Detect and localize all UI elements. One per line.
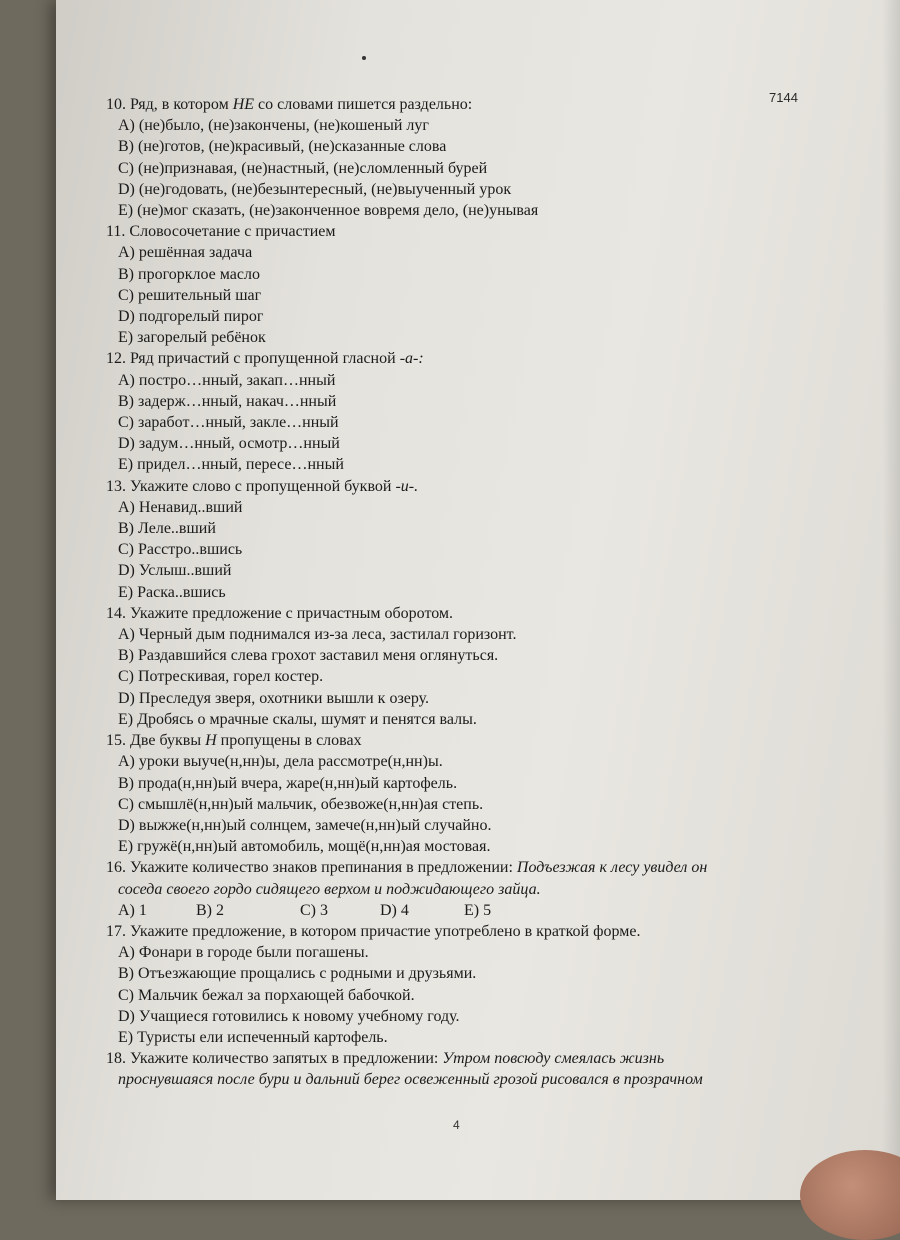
option-e: E) Дробясь о мрачные скалы, шумят и пенятся валы. [118, 710, 477, 728]
question-17 [106, 921, 806, 942]
question-text: Укажите слово с пропущенной буквой [130, 477, 396, 495]
option-a: A) уроки выуче(н,нн)ы, дела рассмотре(н,нн)ы. [118, 753, 443, 771]
question-text-end: пропущены в словах [216, 732, 362, 750]
option-c: C) заработ…нный, закле…нный [118, 414, 339, 432]
option-a: A) Ненавид..вший [118, 498, 243, 516]
question-number: 18. [106, 1050, 126, 1068]
question-italic: Утром повсюду смеялась жизнь [442, 1050, 665, 1068]
option-d: D) Учащиеся готовились к новому учебному году. [118, 1007, 460, 1025]
option-b: B) прогорклое масло [118, 265, 260, 283]
option-c: C) решительный шаг [118, 286, 262, 304]
option-b: B) (не)готов, (не)красивый, (не)сказанные слова [118, 138, 447, 156]
question-18 [106, 1048, 806, 1069]
question-text: Укажите предложение с причастным оборотом. [130, 604, 454, 622]
question-italic: -а-: [399, 350, 424, 368]
question-15 [106, 730, 806, 751]
option-e: E) придел…нный, пересе…нный [118, 456, 344, 474]
question-number: 14. [106, 604, 126, 622]
option-d: D) (не)годовать, (не)безынтересный, (не)выученный урок [118, 180, 512, 198]
option-b: B) Леле..вший [118, 520, 216, 538]
option-d: D) 4 [380, 901, 409, 919]
question-text: Укажите предложение, в котором причастие употреблено в краткой форме. [130, 922, 641, 940]
option-b: B) 2 [196, 901, 224, 919]
question-number: 11. [106, 223, 126, 241]
question-text-end: со словами пишется раздельно: [254, 96, 473, 113]
option-e: E) 5 [464, 901, 492, 919]
option-a: A) 1 [118, 901, 147, 919]
question-text: Укажите количество знаков препинания в предложении: [130, 859, 517, 877]
page-code: 7144 [769, 90, 798, 105]
question-italic: -и-. [395, 477, 419, 495]
question-13 [106, 476, 806, 497]
option-a: A) Черный дым поднимался из-за леса, застилал горизонт. [118, 626, 517, 644]
question-italic: НЕ [232, 96, 255, 113]
option-b: B) Отъезжающие прощались с родными и друзьями. [118, 965, 477, 983]
option-e: E) гружё(н,нн)ый автомобиль, мощё(н,нн)ая мостовая. [118, 838, 491, 856]
inline-options [118, 900, 806, 921]
option-e: E) Туристы ели испеченный картофель. [118, 1028, 388, 1046]
ink-dot [362, 56, 366, 60]
question-14 [106, 603, 806, 624]
question-italic: Н [205, 732, 217, 750]
option-d: D) Услыш..вший [118, 562, 232, 580]
question-text: Ряд причастий с пропущенной гласной [130, 350, 400, 368]
question-16 [106, 857, 806, 878]
question-number: 15. [106, 732, 126, 750]
option-b: B) задерж…нный, накач…нный [118, 392, 337, 410]
option-b: B) Раздавшийся слева грохот заставил меня оглянуться. [118, 647, 499, 665]
question-continuation: проснувшаяся после бури и дальний берег освеженный грозой рисовался в прозрачном [118, 1071, 703, 1089]
question-12 [106, 348, 806, 369]
option-e: E) (не)мог сказать, (не)законченное вовремя дело, (не)унывая [118, 202, 539, 220]
option-e: E) загорелый ребёнок [118, 329, 266, 347]
question-11 [106, 221, 806, 242]
option-a: A) постро…нный, закап…нный [118, 371, 336, 389]
option-c: C) Потрескивая, горел костер. [118, 668, 324, 686]
question-10 [106, 94, 806, 115]
option-a: A) Фонари в городе были погашены. [118, 944, 369, 962]
option-d: D) подгорелый пирог [118, 308, 264, 326]
question-text: Две буквы [130, 732, 206, 750]
question-number: 10. [106, 96, 126, 113]
option-b: B) прода(н,нн)ый вчера, жаре(н,нн)ый картофель. [118, 774, 458, 792]
option-a: A) решённая задача [118, 244, 253, 262]
questions-block [106, 94, 806, 1091]
option-d: D) задум…нный, осмотр…нный [118, 435, 340, 453]
page-number: 4 [453, 1118, 460, 1132]
option-c: C) Расстро..вшись [118, 541, 243, 559]
option-c: C) смышлё(н,нн)ый мальчик, обезвоже(н,нн)ая степь. [118, 795, 484, 813]
option-d: D) Преследуя зверя, охотники вышли к озеру. [118, 689, 430, 707]
option-d: D) выжже(н,нн)ый солнцем, замече(н,нн)ый случайно. [118, 816, 492, 834]
paper-shadow [882, 0, 900, 1200]
question-text: Словосочетание с причастием [129, 223, 336, 241]
option-c: C) 3 [300, 901, 328, 919]
option-e: E) Раска..вшись [118, 583, 226, 601]
question-number: 12. [106, 350, 126, 368]
question-continuation: соседа своего гордо сидящего верхом и поджидающего зайца. [118, 880, 541, 898]
question-italic: Подъезжая к лесу увидел он [516, 859, 708, 877]
question-number: 17. [106, 922, 126, 940]
question-number: 16. [106, 859, 126, 877]
option-c: C) (не)признавая, (не)настный, (не)сломленный бурей [118, 159, 488, 177]
option-a: A) (не)было, (не)закончены, (не)кошеный луг [118, 117, 429, 135]
question-text: Укажите количество запятых в предложении: [130, 1050, 443, 1068]
question-number: 13. [106, 477, 126, 495]
question-text: Ряд, в котором [130, 96, 233, 113]
option-c: C) Мальчик бежал за порхающей бабочкой. [118, 986, 415, 1004]
